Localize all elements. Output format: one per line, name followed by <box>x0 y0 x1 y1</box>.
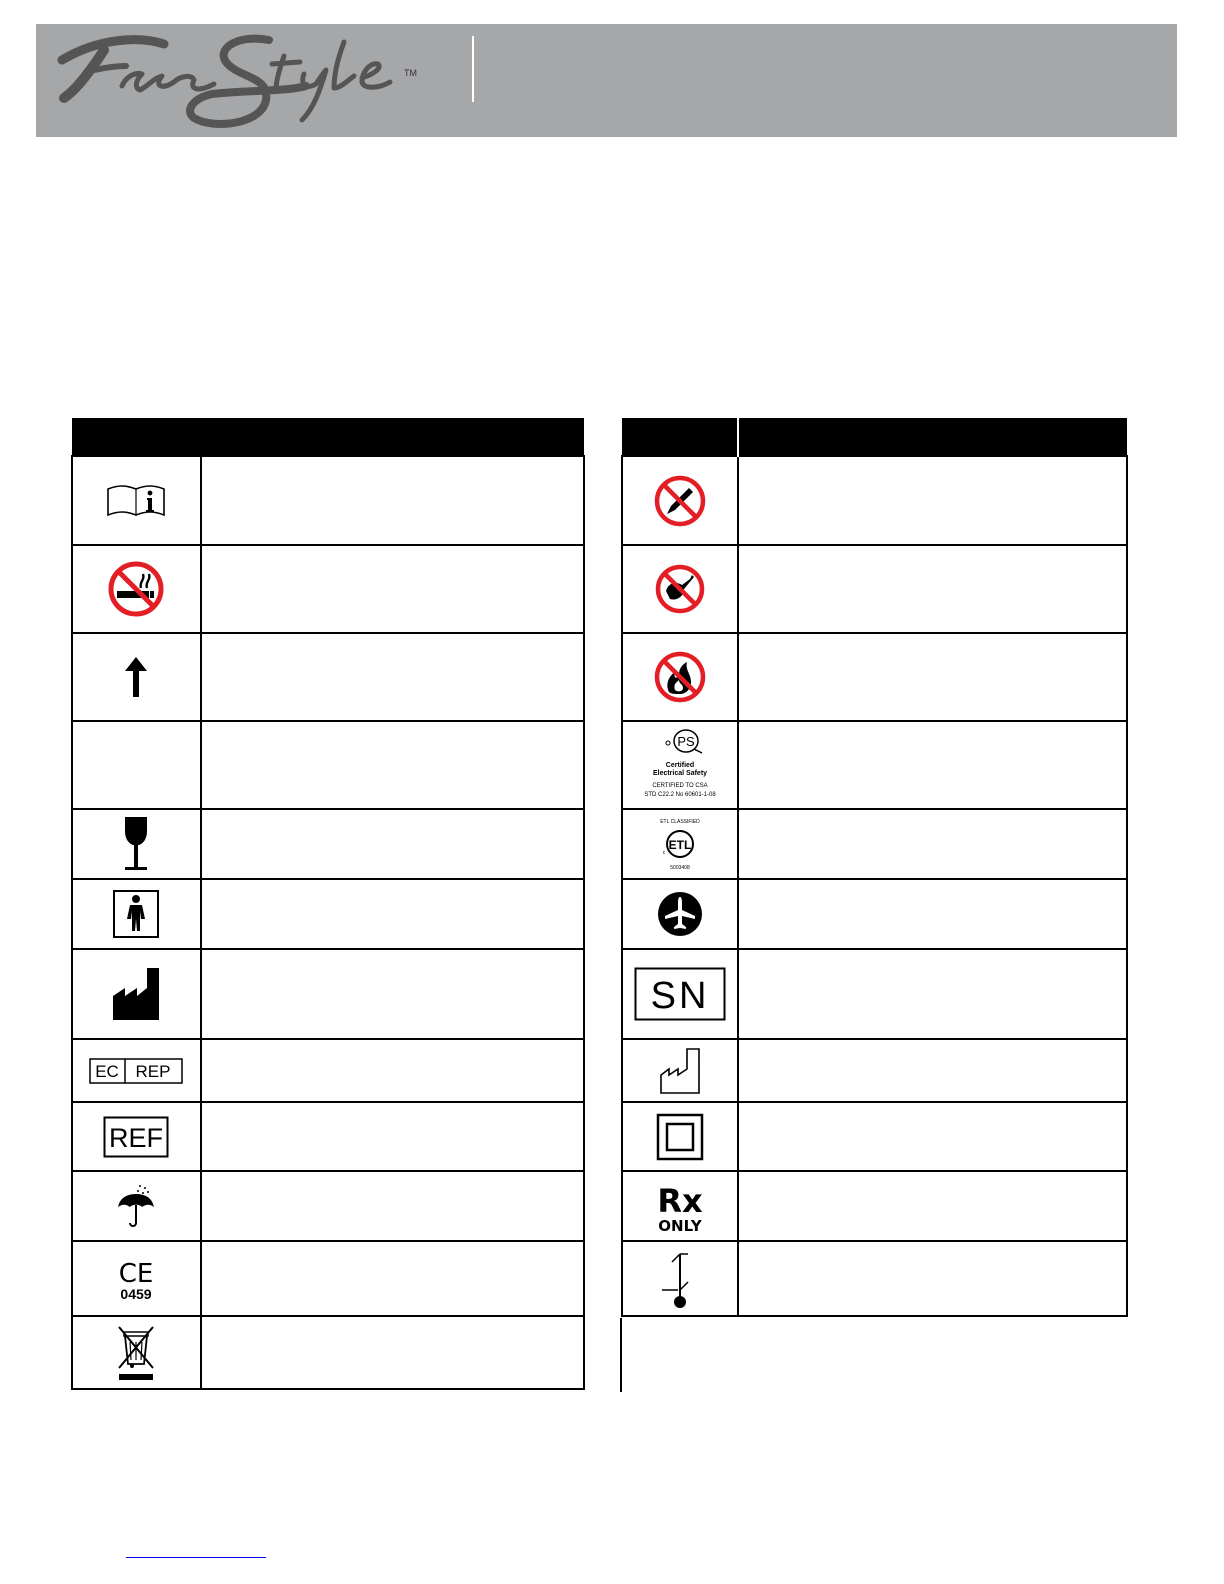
description-cell <box>738 545 1127 633</box>
symbol-cell <box>72 545 201 633</box>
date-of-manufacture-icon <box>659 1047 701 1095</box>
table-row <box>622 721 1127 809</box>
description-cell <box>738 721 1127 809</box>
table-row <box>72 1171 584 1241</box>
table-row <box>72 456 584 545</box>
symbol-cell <box>72 1039 201 1102</box>
table-row <box>622 1241 1127 1316</box>
footer-link-underline[interactable] <box>126 1557 266 1558</box>
description-cell <box>201 1039 584 1102</box>
symbol-cell <box>622 721 738 809</box>
table-row <box>622 633 1127 721</box>
ce-label: CE <box>119 1258 154 1289</box>
no-smoking-icon <box>107 560 165 618</box>
description-cell <box>738 456 1127 545</box>
class-ii-icon <box>656 1113 704 1161</box>
description-cell <box>201 721 584 809</box>
no-oil-icon <box>654 563 706 615</box>
header-banner <box>36 24 1177 137</box>
symbol-cell <box>72 456 201 545</box>
symbol-cell <box>72 1316 201 1389</box>
table-row <box>72 633 584 721</box>
no-open-flame-icon <box>653 650 707 704</box>
ce-mark-icon <box>111 1256 161 1302</box>
header-cell-description <box>201 418 584 456</box>
table-row <box>72 1102 584 1171</box>
table-row <box>622 879 1127 949</box>
description-cell <box>201 633 584 721</box>
description-cell <box>201 879 584 949</box>
description-cell <box>738 1102 1127 1171</box>
etl-bottom-label: 5003408 <box>670 865 690 871</box>
description-cell <box>738 879 1127 949</box>
symbol-cell <box>622 809 738 879</box>
description-cell <box>201 456 584 545</box>
banner-divider <box>472 36 474 102</box>
symbol-cell <box>72 879 201 949</box>
no-sharp-objects-icon <box>653 474 707 528</box>
symbol-cell <box>622 633 738 721</box>
header-cell-symbol <box>72 418 201 456</box>
symbol-cell <box>72 809 201 879</box>
header-cell-description <box>738 418 1127 456</box>
sn-label: SN <box>650 975 710 1017</box>
trademark-label: TM <box>404 68 417 78</box>
symbol-cell <box>72 1171 201 1241</box>
description-cell <box>738 1241 1127 1316</box>
table-row <box>72 949 584 1039</box>
symbol-cell <box>622 545 738 633</box>
table-row <box>622 1171 1127 1241</box>
csa-mark-label: PS <box>677 734 695 749</box>
description-cell <box>738 949 1127 1039</box>
table-row <box>72 721 584 809</box>
ec-rep-icon <box>89 1058 183 1084</box>
table-row <box>622 456 1127 545</box>
description-cell <box>201 1102 584 1171</box>
type-bf-applied-part-icon <box>112 889 160 939</box>
etl-mark-icon <box>650 816 710 872</box>
symbols-table-left <box>71 418 585 1390</box>
ref-label: REF <box>109 1122 164 1153</box>
table-row <box>72 1316 584 1389</box>
csa-line3: CERTIFIED TO CSA <box>652 783 708 789</box>
consult-instructions-icon <box>106 483 166 519</box>
description-cell <box>738 1171 1127 1241</box>
table-row <box>622 949 1127 1039</box>
table-header <box>622 418 1127 456</box>
description-cell <box>201 545 584 633</box>
table-row <box>72 1241 584 1316</box>
table-header <box>72 418 584 456</box>
symbol-cell <box>72 1241 201 1316</box>
symbol-cell-empty <box>72 721 201 809</box>
description-cell <box>201 949 584 1039</box>
svg-text:c: c <box>662 850 666 856</box>
table-row <box>622 1102 1127 1171</box>
serial-number-icon <box>634 967 726 1021</box>
csa-line2: Electrical Safety <box>652 770 707 777</box>
symbol-cell <box>72 633 201 721</box>
symbol-cell <box>622 1241 738 1316</box>
only-label: ONLY <box>658 1217 702 1234</box>
symbol-cell <box>622 879 738 949</box>
fragile-icon <box>121 815 151 873</box>
description-cell <box>738 1039 1127 1102</box>
description-cell <box>201 1241 584 1316</box>
notified-body-number: 0459 <box>120 1285 152 1302</box>
rep-label: REP <box>135 1061 171 1081</box>
freestyle-logo <box>44 28 464 133</box>
manufacturer-icon <box>111 966 161 1022</box>
description-cell <box>201 1316 584 1389</box>
table-row <box>622 809 1127 879</box>
airplane-icon <box>657 891 703 937</box>
rx-label: Rx <box>657 1182 703 1220</box>
symbol-cell <box>72 949 201 1039</box>
table-row <box>622 545 1127 633</box>
this-way-up-icon <box>121 655 151 699</box>
symbol-cell <box>72 1102 201 1171</box>
rx-only-icon <box>652 1178 708 1234</box>
ec-label: EC <box>95 1061 120 1081</box>
table-row <box>72 1039 584 1102</box>
ref-icon <box>103 1116 169 1158</box>
etl-top-label: ETL CLASSIFIED <box>660 819 700 825</box>
temperature-limit-icon <box>658 1248 702 1310</box>
header-cell-symbol <box>622 418 738 456</box>
table-row <box>72 879 584 949</box>
etl-mark-label: ETL <box>668 838 692 852</box>
csa-mark-icon <box>632 725 728 805</box>
description-cell <box>201 1171 584 1241</box>
description-cell <box>201 809 584 879</box>
symbol-cell <box>622 456 738 545</box>
description-cell <box>738 809 1127 879</box>
weee-icon <box>116 1324 156 1382</box>
symbol-cell <box>622 1039 738 1102</box>
symbol-cell <box>622 1102 738 1171</box>
table-row <box>72 545 584 633</box>
csa-line1: Certified <box>665 762 695 769</box>
table-row <box>72 809 584 879</box>
symbol-cell <box>622 949 738 1039</box>
symbol-cell <box>622 1171 738 1241</box>
keep-dry-icon <box>116 1183 156 1229</box>
column-rule <box>620 1318 622 1392</box>
symbols-table-right <box>621 418 1128 1317</box>
csa-line4: STD C22.2 No 60601-1-08 <box>644 792 716 798</box>
table-row <box>622 1039 1127 1102</box>
description-cell <box>738 633 1127 721</box>
